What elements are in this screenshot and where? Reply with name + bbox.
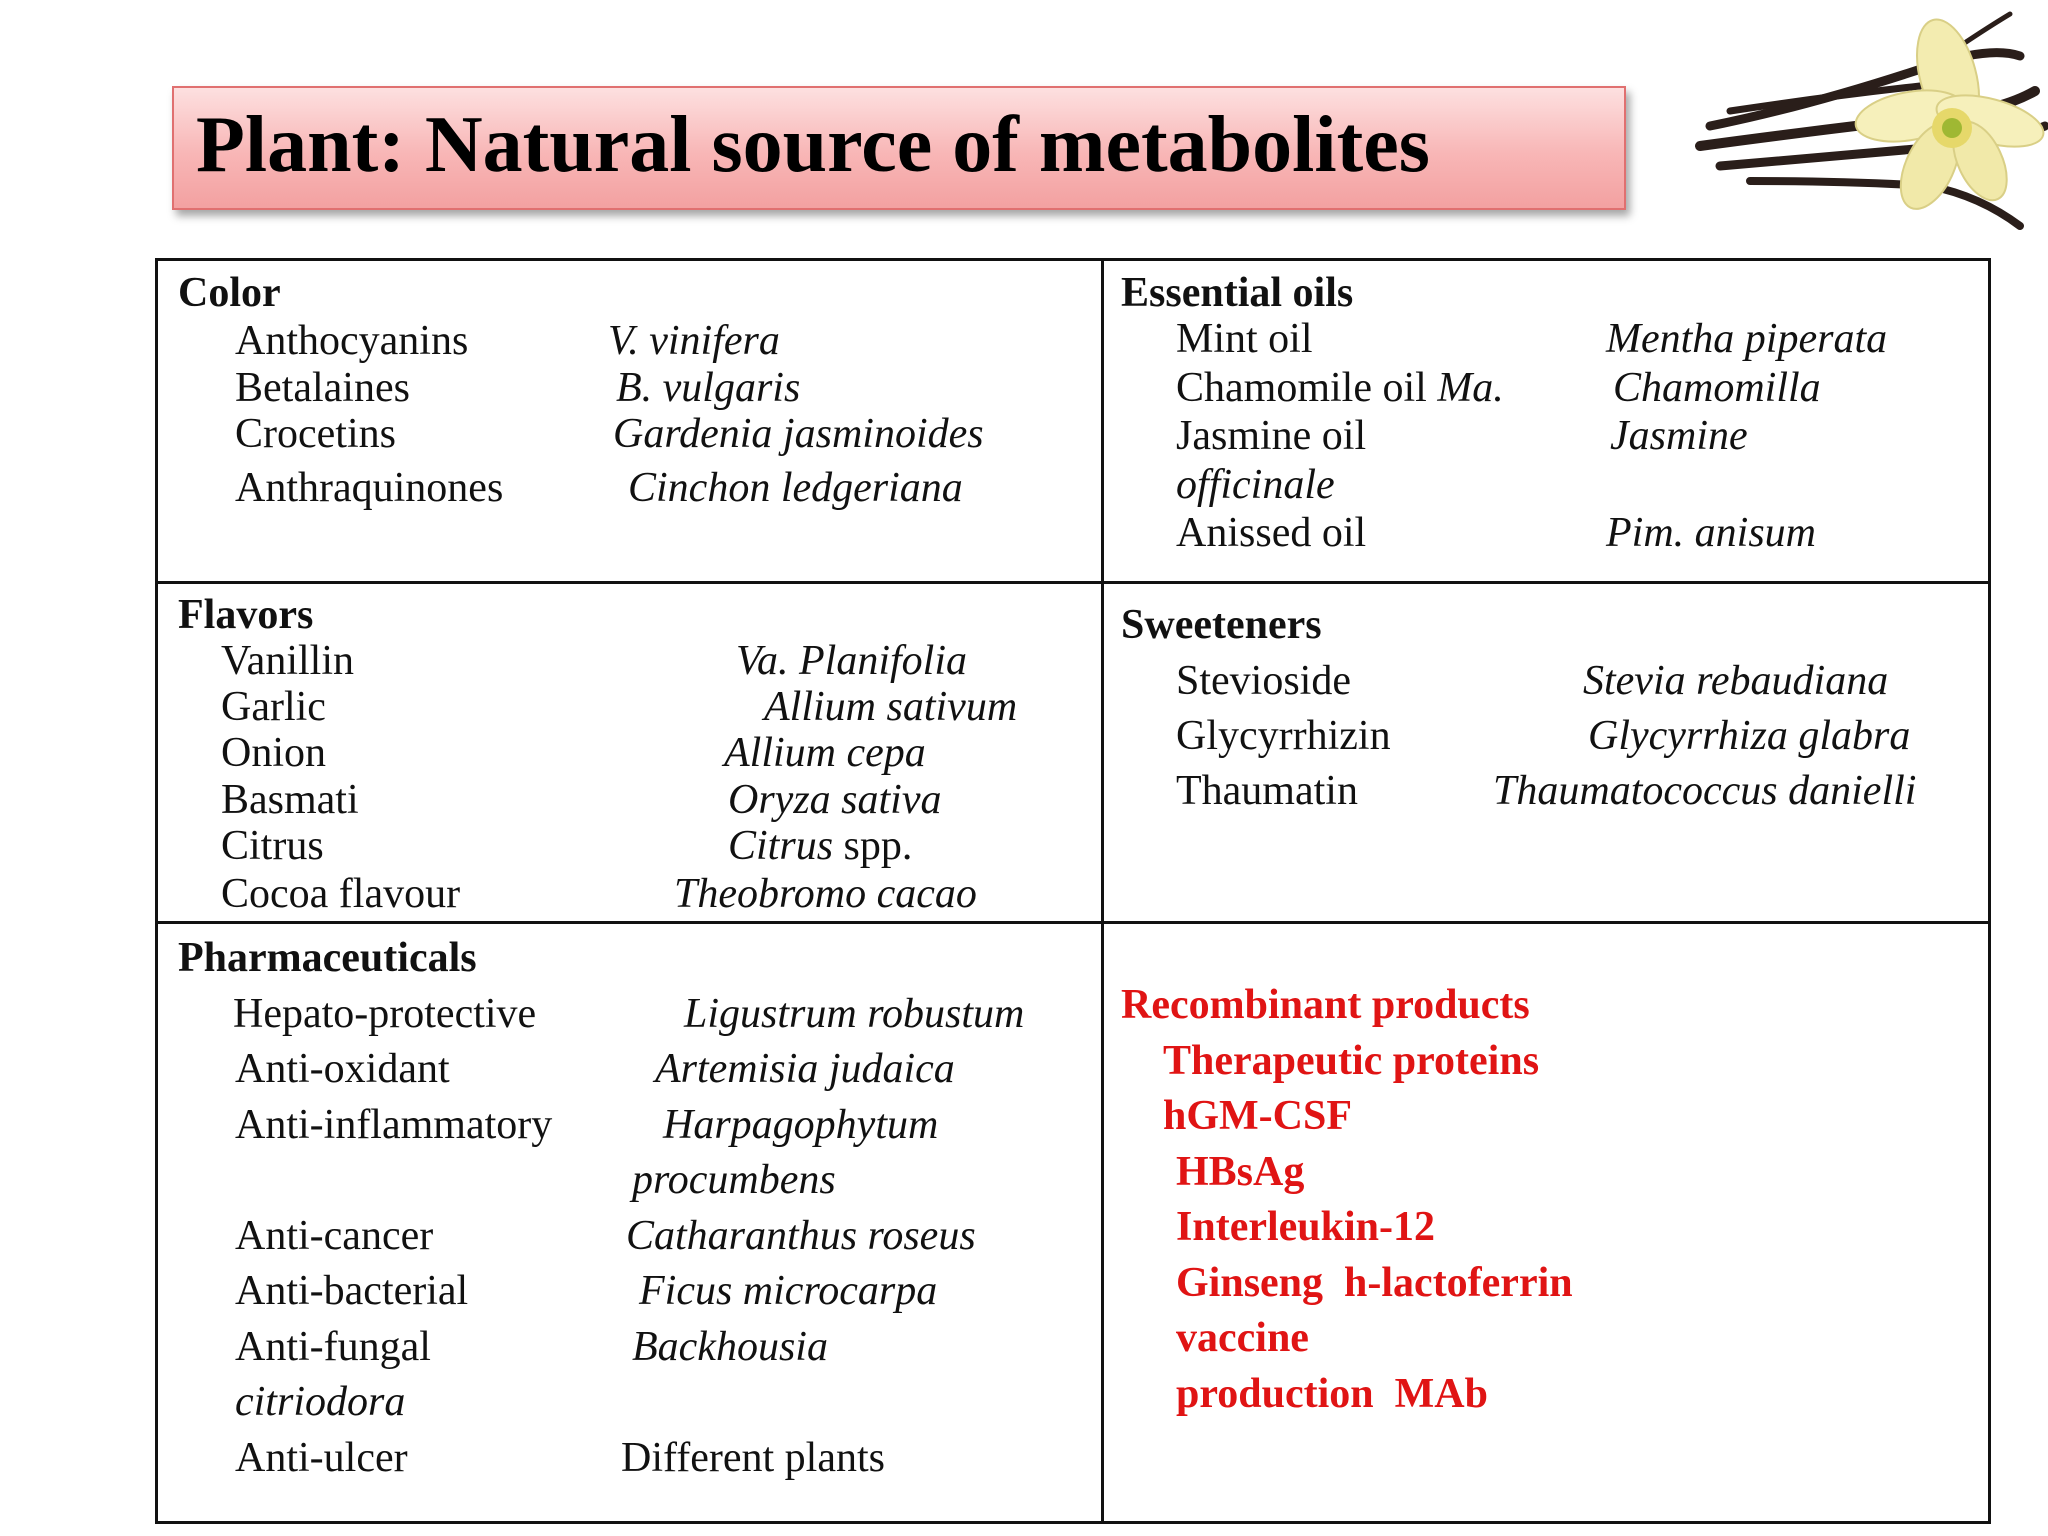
color-heading: Color: [178, 270, 281, 316]
pharma-item-name: Anti-ulcer: [235, 1435, 408, 1481]
row-divider: [158, 581, 1988, 584]
sweeteners-heading: Sweeteners: [1121, 602, 1322, 648]
pharma-item-name: Anti-fungal: [235, 1324, 431, 1370]
flavor-item-name: Vanillin: [221, 638, 354, 684]
pharma-item-source: Ligustrum robustum: [684, 991, 1025, 1037]
flavors-heading: Flavors: [178, 592, 314, 638]
page-title: Plant: Natural source of metabolites: [196, 101, 1430, 189]
oil-item-name: Anissed oil: [1176, 510, 1367, 556]
pharma-item-source: Different plants: [621, 1435, 885, 1481]
flavor-item-source: Allium sativum: [764, 684, 1018, 730]
recombinant-heading: Recombinant products: [1121, 982, 1530, 1028]
flavor-item-name: Citrus: [221, 823, 324, 869]
pharma-item-source-continuation: procumbens: [632, 1157, 836, 1203]
pharma-item-source-continuation: citriodora: [235, 1379, 406, 1425]
pharmaceuticals-heading: Pharmaceuticals: [178, 935, 477, 981]
sweetener-item-name: Thaumatin: [1176, 768, 1358, 814]
flavor-item-name: Basmati: [221, 777, 359, 823]
pharma-item-name: Anti-cancer: [235, 1213, 434, 1259]
pharma-item-source: Artemisia judaica: [655, 1046, 955, 1092]
oil-item-source: Pim. anisum: [1606, 510, 1816, 556]
recombinant-line: production MAb: [1176, 1371, 1488, 1417]
vanilla-orchid-flower-icon: [1690, 6, 2048, 246]
pharma-item-name: Anti-oxidant: [235, 1046, 450, 1092]
recombinant-line: HBsAg: [1176, 1149, 1305, 1195]
sweetener-item-name: Stevioside: [1176, 658, 1351, 704]
sweetener-item-source: Glycyrrhiza glabra: [1588, 713, 1911, 759]
pharma-item-source: Catharanthus roseus: [626, 1213, 976, 1259]
sweetener-item-source: Thaumatococcus danielli: [1493, 768, 1917, 814]
flavor-item-name: Garlic: [221, 684, 326, 730]
oil-item-source: Jasmine: [1610, 413, 1748, 459]
oil-item-name: Mint oil: [1176, 316, 1313, 362]
color-item-name: Betalaines: [235, 365, 410, 411]
flavor-item-name: Cocoa flavour: [221, 871, 461, 917]
flavor-item-source: Citrus spp.: [728, 823, 913, 869]
metabolites-table: [155, 258, 1991, 1524]
flavor-item-source: Va. Planifolia: [736, 638, 967, 684]
color-item-name: Anthraquinones: [235, 465, 504, 511]
row-divider: [158, 921, 1988, 924]
color-item-name: Crocetins: [235, 411, 396, 457]
oil-item-name: Jasmine oil: [1176, 413, 1367, 459]
color-item-source: Gardenia jasminoides: [613, 411, 984, 457]
pharma-item-source: Backhousia: [632, 1324, 828, 1370]
recombinant-line: Ginseng h-lactoferrin: [1176, 1260, 1573, 1306]
sweetener-item-name: Glycyrrhizin: [1176, 713, 1391, 759]
oil-item-name: Chamomile oil Ma.: [1176, 365, 1504, 411]
column-divider: [1101, 261, 1104, 1521]
essential-oils-heading: Essential oils: [1121, 270, 1354, 316]
flavor-item-name: Onion: [221, 730, 326, 776]
pharma-item-name: Anti-bacterial: [235, 1268, 469, 1314]
recombinant-line: Interleukin-12: [1176, 1204, 1436, 1250]
pharma-item-source: Harpagophytum: [663, 1102, 939, 1148]
recombinant-line: Therapeutic proteins: [1163, 1038, 1540, 1084]
pharma-item-name: Anti-inflammatory: [235, 1102, 553, 1148]
recombinant-line: vaccine: [1176, 1315, 1309, 1361]
oil-item-continuation: officinale: [1176, 462, 1335, 508]
oil-item-source: Mentha piperata: [1606, 316, 1888, 362]
flavor-item-source: Theobromo cacao: [674, 871, 977, 917]
title-banner: [172, 86, 1626, 210]
pharma-item-name: Hepato-protective: [233, 991, 537, 1037]
recombinant-line: hGM-CSF: [1163, 1093, 1352, 1139]
flavor-item-source: Allium cepa: [724, 730, 926, 776]
oil-item-source: Chamomilla: [1613, 365, 1821, 411]
pharma-item-source: Ficus microcarpa: [639, 1268, 938, 1314]
sweetener-item-source: Stevia rebaudiana: [1583, 658, 1889, 704]
color-item-source: B. vulgaris: [616, 365, 801, 411]
flavor-item-source: Oryza sativa: [728, 777, 942, 823]
color-item-name: Anthocyanins: [235, 318, 469, 364]
color-item-source: V. vinifera: [608, 318, 780, 364]
color-item-source: Cinchon ledgeriana: [628, 465, 963, 511]
